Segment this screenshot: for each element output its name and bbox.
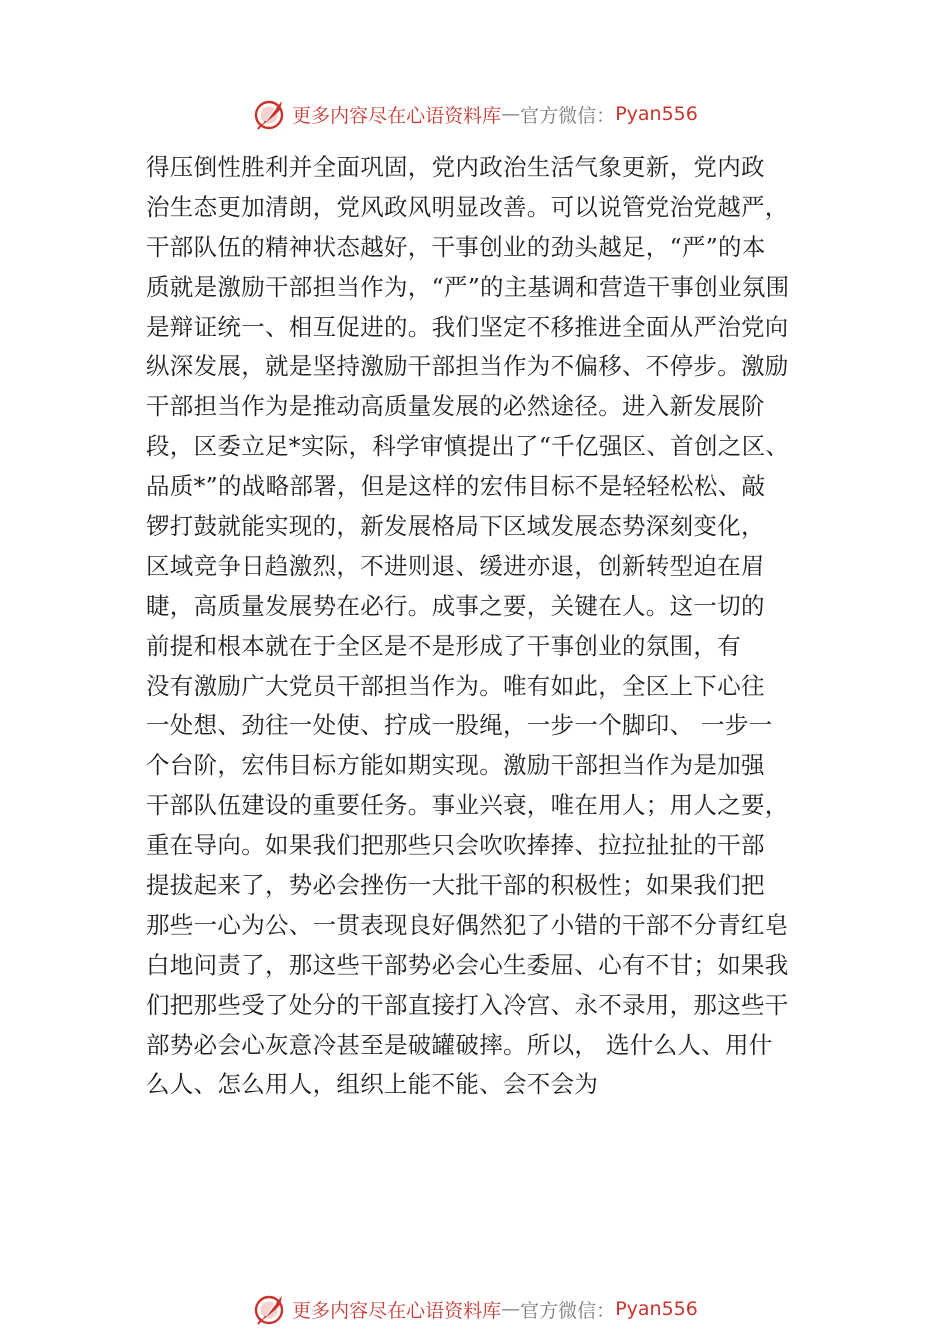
banner-wechat-label: 官方微信： bbox=[520, 1299, 616, 1322]
body-line: 段，区委立足*实际，科学审慎提出了“千亿强区、首创之区、 bbox=[146, 432, 790, 461]
quill-pen-seal-icon bbox=[252, 1291, 288, 1327]
body-line: 那些一心为公、一贯表现良好偶然犯了小错的干部不分青红皂 bbox=[146, 910, 789, 939]
body-line: 锣打鼓就能实现的，新发展格局下区域发展态势深刻变化， bbox=[146, 512, 765, 541]
body-line: 白地问责了，那这些干部势必会心生委屈、心有不甘；如果我 bbox=[146, 950, 789, 979]
body-line: 治生态更加清朗，党风政风明显改善。可以说管党治党越严， bbox=[146, 192, 789, 221]
body-line: 睫，高质量发展势在必行。成事之要，关键在人。这一切的 bbox=[146, 591, 765, 620]
body-line: 前提和根本就在于全区是不是形成了干事创业的氛围，有 bbox=[146, 631, 741, 660]
footer-watermark-banner bbox=[0, 1289, 950, 1329]
banner-dash: — bbox=[501, 1298, 521, 1320]
body-line: 们把那些受了处分的干部直接打入冷宫、永不录用，那这些干 bbox=[146, 990, 789, 1019]
body-line: 一处想、劲往一处使、拧成一股绳，一步一个脚印、 一步一 bbox=[146, 711, 773, 740]
body-line: 是辩证统一、相互促进的。我们坚定不移推进全面从严治党向 bbox=[146, 312, 789, 341]
banner-brand-text: 更多内容尽在心语资料库 bbox=[292, 104, 502, 127]
body-line: 没有激励广大党员干部担当作为。唯有如此，全区上下心往 bbox=[146, 671, 765, 700]
body-line: 质就是激励干部担当作为，“严”的主基调和营造干事创业氛围 bbox=[146, 272, 790, 301]
body-line: 干部队伍建设的重要任务。事业兴衰，唯在用人；用人之要， bbox=[146, 791, 789, 820]
banner-wechat-label: 官方微信： bbox=[520, 104, 616, 127]
quill-pen-seal-icon bbox=[252, 96, 288, 132]
body-line: 重在导向。如果我们把那些只会吹吹捧捧、拉拉扯扯的干部 bbox=[146, 831, 765, 860]
body-line: 干部队伍的精神状态越好，干事创业的劲头越足，“严”的本 bbox=[146, 232, 766, 261]
body-line: 得压倒性胜利并全面巩固，党内政治生活气象更新，党内政 bbox=[146, 153, 765, 181]
body-line: 干部担当作为是推动高质量发展的必然途径。进入新发展阶 bbox=[146, 392, 765, 421]
body-line: 品质*”的战略部署，但是这样的宏伟目标不是轻轻松松、敲 bbox=[146, 472, 766, 501]
banner-wechat-id: Pyan556 bbox=[615, 103, 698, 125]
banner-brand-text: 更多内容尽在心语资料库 bbox=[292, 1299, 502, 1322]
document-body bbox=[146, 148, 826, 1105]
body-line: 个台阶，宏伟目标方能如期实现。激励干部担当作为是加强 bbox=[146, 751, 765, 780]
banner-wechat-id: Pyan556 bbox=[615, 1298, 698, 1320]
banner-dash: — bbox=[501, 103, 521, 125]
header-watermark-banner bbox=[0, 94, 950, 134]
body-line: 纵深发展，就是坚持激励干部担当作为不偏移、不停步。激励 bbox=[146, 352, 789, 381]
body-line: 提拔起来了，势必会挫伤一大批干部的积极性；如果我们把 bbox=[146, 871, 765, 900]
body-line: 部势必会心灰意冷甚至是破罐破摔。所以， 选什么人、用什 bbox=[146, 1030, 773, 1059]
body-line: 么人、怎么用人，组织上能不能、会不会为 bbox=[146, 1070, 599, 1099]
body-line: 区域竞争日趋激烈，不进则退、缓进亦退，创新转型迫在眉 bbox=[146, 551, 765, 580]
